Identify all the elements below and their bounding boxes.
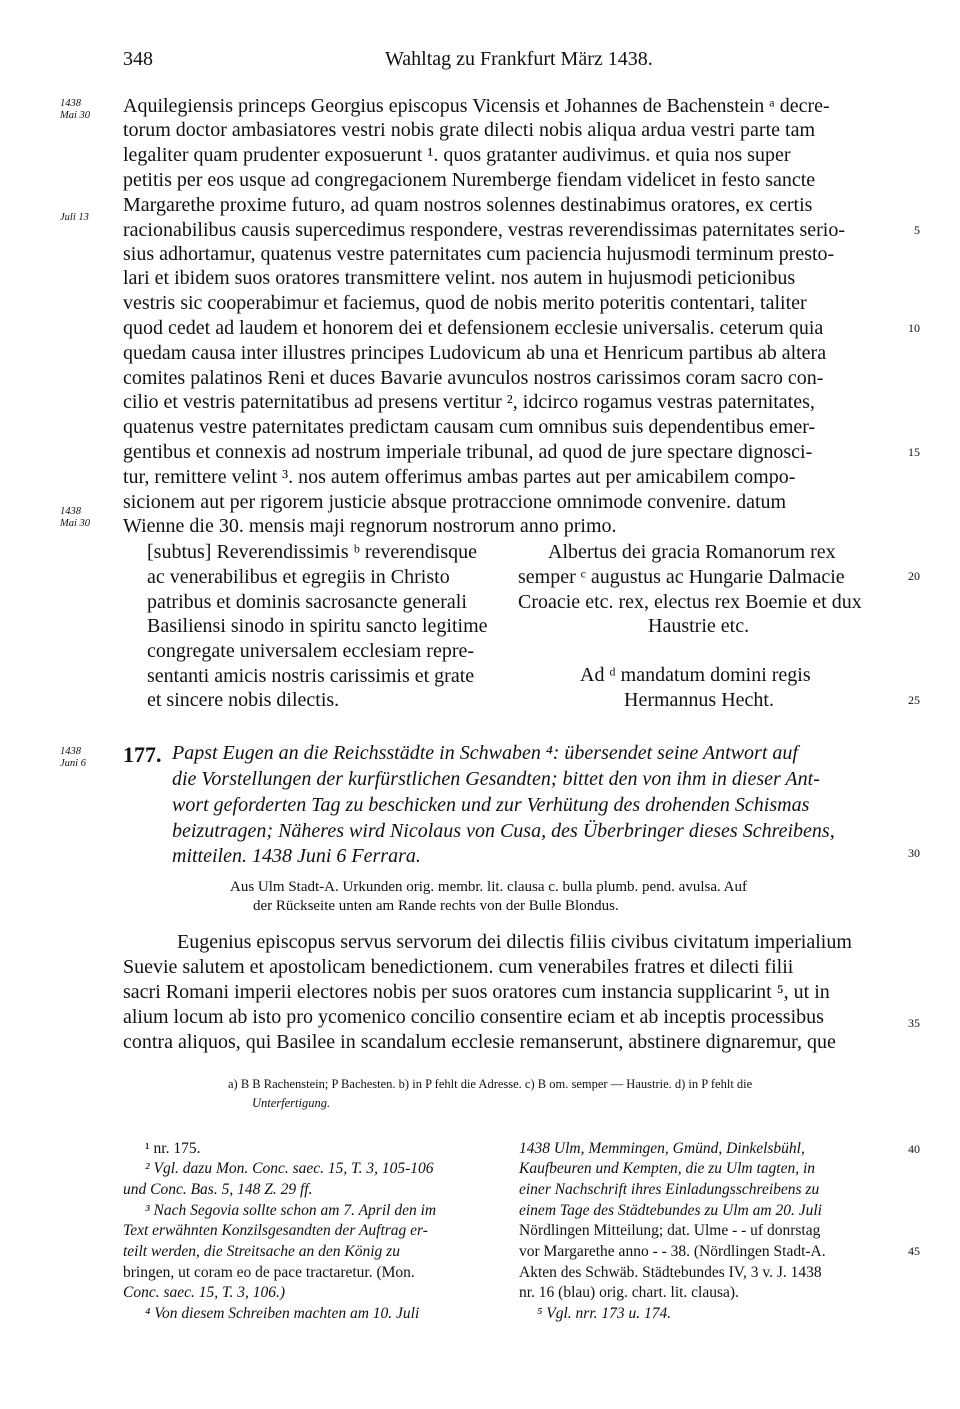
text-line: sacri Romani imperii electores nobis per suos oratores cum instancia supplicarint ⁵, ut in: [123, 981, 830, 1003]
footnote-line: Text erwähnten Konzilsgesandten der Auftrag er-: [123, 1222, 428, 1239]
regest-line: Papst Eugen an die Reichsstädte in Schwaben ⁴: übersendet seine Antwort auf: [172, 742, 798, 764]
source-note: Aus Ulm Stadt-A. Urkunden orig. membr. lit. clausa c. bulla plumb. pend. avulsa. Auf: [230, 879, 748, 895]
text-line: contra aliquos, qui Basilee in scandalum ecclesie remanserunt, abstinere dignaremur, que: [123, 1031, 836, 1053]
line-number: 10: [908, 321, 920, 335]
margin-date-4: 1438 Juni 6: [60, 746, 86, 769]
footnote-line: nr. 16 (blau) orig. chart. lit. clausa).: [519, 1284, 739, 1301]
line-number: 25: [908, 693, 920, 707]
running-head: Wahltag zu Frankfurt März 1438.: [385, 48, 653, 70]
address-line: et sincere nobis dilectis.: [147, 689, 340, 711]
body-line: quod cedet ad laudem et honorem dei et defensionem ecclesie universalis. ceterum quia: [123, 317, 824, 339]
signature-line: Croacie etc. rex, electus rex Boemie et dux: [518, 591, 862, 613]
line-number: 40: [908, 1142, 920, 1156]
line-number: 20: [908, 569, 920, 583]
text-line: Suevie salutem et apostolicam benedictionem. cum venerabiles fratres et dilecti filii: [123, 956, 794, 978]
signature-line: Haustrie etc.: [648, 615, 750, 637]
apparatus-note: a) B B Rachenstein; P Bachesten. b) in P fehlt die Adresse. c) B om. semper — Haustrie. d) in P fehlt die: [228, 1077, 753, 1091]
footnote-line: Conc. saec. 15, T. 3, 106.): [123, 1284, 286, 1301]
margin-date-2: Juli 13: [60, 212, 89, 223]
line-number: 5: [914, 223, 920, 237]
line-number: 30: [908, 846, 920, 860]
source-note: der Rückseite unten am Rande rechts von der Bulle Blondus.: [253, 898, 619, 914]
regest-line: beizutragen; Näheres wird Nicolaus von Cusa, des Überbringer dieses Schreibens,: [172, 820, 835, 842]
signature-line: Hermannus Hecht.: [624, 689, 774, 711]
body-line: sicionem aut per rigorem justicie absque protraccione omnimode convenire. datum: [123, 491, 787, 513]
footnote-line: einer Nachschrift ihres Einladungsschreibens zu: [519, 1181, 820, 1198]
body-line: petitis per eos usque ad congregacionem Nuremberge fiendam videlicet in festo sancte: [123, 169, 816, 191]
body-line: torum doctor ambasiatores vestri nobis grate dilecti nobis aliqua ardua vestri parte tam: [123, 119, 816, 141]
body-line: lari et ibidem suos oratores transmittere velint. nos autem in hujusmodi peticionibus: [123, 267, 796, 289]
footnote-line: einem Tage des Städtebundes zu Ulm am 20. Juli: [519, 1202, 822, 1219]
footnote-line: vor Margarethe anno - - 38. (Nördlingen Stadt-A.: [519, 1243, 826, 1260]
address-line: ac venerabilibus et egregiis in Christo: [147, 566, 450, 588]
address-line: Basiliensi sinodo in spiritu sancto legitime: [147, 615, 488, 637]
text-line: alium locum ab isto pro ycomenico concilio consentire eciam et ab inceptis processibus: [123, 1006, 824, 1028]
line-number: 35: [908, 1016, 920, 1030]
signature-line: Albertus dei gracia Romanorum rex: [548, 541, 836, 563]
line-number: 15: [908, 445, 920, 459]
document-number: 177.: [123, 742, 162, 767]
signature-line: Ad ᵈ mandatum domini regis: [580, 664, 811, 686]
footnote-line: ⁴ Von diesem Schreiben machten am 10. Juli: [145, 1305, 420, 1322]
body-line: racionabilibus causis supercedimus respondere, vestras reverendissimas paternitates serio-: [123, 219, 845, 241]
footnote-line: bringen, ut coram eo de pace tractaretur. (Mon.: [123, 1264, 415, 1281]
regest-line: mitteilen. 1438 Juni 6 Ferrara.: [172, 845, 421, 867]
footnote-line: ⁵ Vgl. nrr. 173 u. 174.: [537, 1305, 672, 1322]
body-line: quatenus vestre paternitates predictam causam cum omnibus suis dependentibus emer-: [123, 416, 816, 438]
margin-date-3: 1438 Mai 30: [60, 506, 91, 529]
line-number: 45: [908, 1244, 920, 1258]
body-line: cilio et vestris paternitatibus ad presens vertitur ², idcirco rogamus vestras paternitates,: [123, 391, 815, 413]
body-line: sius adhortamur, quatenus vestre paternitates cum paciencia hujusmodi terminum presto-: [123, 243, 835, 265]
regest-line: die Vorstellungen der kurfürstlichen Gesandten; bittet den von ihm in dieser Ant-: [172, 768, 820, 790]
footnote-line: Nördlingen Mitteilung; dat. Ulme - - uf donrstag: [519, 1222, 821, 1239]
footnote-line: Akten des Schwäb. Städtebundes IV, 3 v. J. 1438: [519, 1264, 822, 1281]
page-number: 348: [123, 48, 153, 70]
footnote-line: und Conc. Bas. 5, 148 Z. 29 ff.: [123, 1181, 313, 1198]
margin-date-1: 1438 Mai 30: [60, 98, 91, 121]
body-line: Aquilegiensis princeps Georgius episcopus Vicensis et Johannes de Bachenstein ᵃ decre-: [123, 95, 830, 117]
body-line: comites palatinos Reni et duces Bavarie avunculos nostros carissimos coram sacro con-: [123, 367, 824, 389]
address-line: sentanti amicis nostris carissimis et grate: [147, 665, 475, 687]
body-line: vestris sic cooperabimur et faciemus, quod de nobis merito poteritis contentari, taliter: [123, 292, 807, 314]
apparatus-note: Unterfertigung.: [252, 1096, 331, 1110]
signature-line: semper ᶜ augustus ac Hungarie Dalmacie: [518, 566, 845, 588]
body-line: Margarethe proxime futuro, ad quam nostros solennes destinabimus oratores, ex certis: [123, 194, 813, 216]
text-line: Eugenius episcopus servus servorum dei dilectis filiis civibus civitatum imperialium: [177, 931, 852, 953]
body-line: gentibus et connexis ad nostrum imperiale tribunal, ad quod de jure spectare dignosci-: [123, 441, 813, 463]
address-line: congregate universalem ecclesiam repre-: [147, 640, 475, 662]
regest-line: wort geforderten Tag zu beschicken und zur Verhütung des drohenden Schismas: [172, 794, 810, 816]
footnote-line: 1438 Ulm, Memmingen, Gmünd, Dinkelsbühl,: [519, 1140, 805, 1157]
footnote-line: ³ Nach Segovia sollte schon am 7. April den im: [145, 1202, 437, 1219]
body-line: tur, remittere velint ³. nos autem offerimus ambas partes aut per amicabilem compo-: [123, 466, 796, 488]
body-line: Wienne die 30. mensis maji regnorum nostrorum anno primo.: [123, 515, 617, 537]
body-line: quedam causa inter illustres principes Ludovicum ab una et Henricum partibus ab altera: [123, 342, 827, 364]
address-line: [subtus] Reverendissimis ᵇ reverendisque: [147, 541, 478, 563]
body-line: legaliter quam prudenter exposuerunt ¹. quos gratanter audivimus. et quia nos super: [123, 144, 791, 166]
address-line: patribus et dominis sacrosancte generali: [147, 591, 467, 613]
footnote-line: ¹ nr. 175.: [145, 1140, 201, 1157]
footnote-line: teilt werden, die Streitsache an den König zu: [123, 1243, 400, 1260]
footnote-line: ² Vgl. dazu Mon. Conc. saec. 15, T. 3, 105-106: [145, 1160, 434, 1177]
footnote-line: Kaufbeuren und Kempten, die zu Ulm tagten, in: [519, 1160, 816, 1177]
